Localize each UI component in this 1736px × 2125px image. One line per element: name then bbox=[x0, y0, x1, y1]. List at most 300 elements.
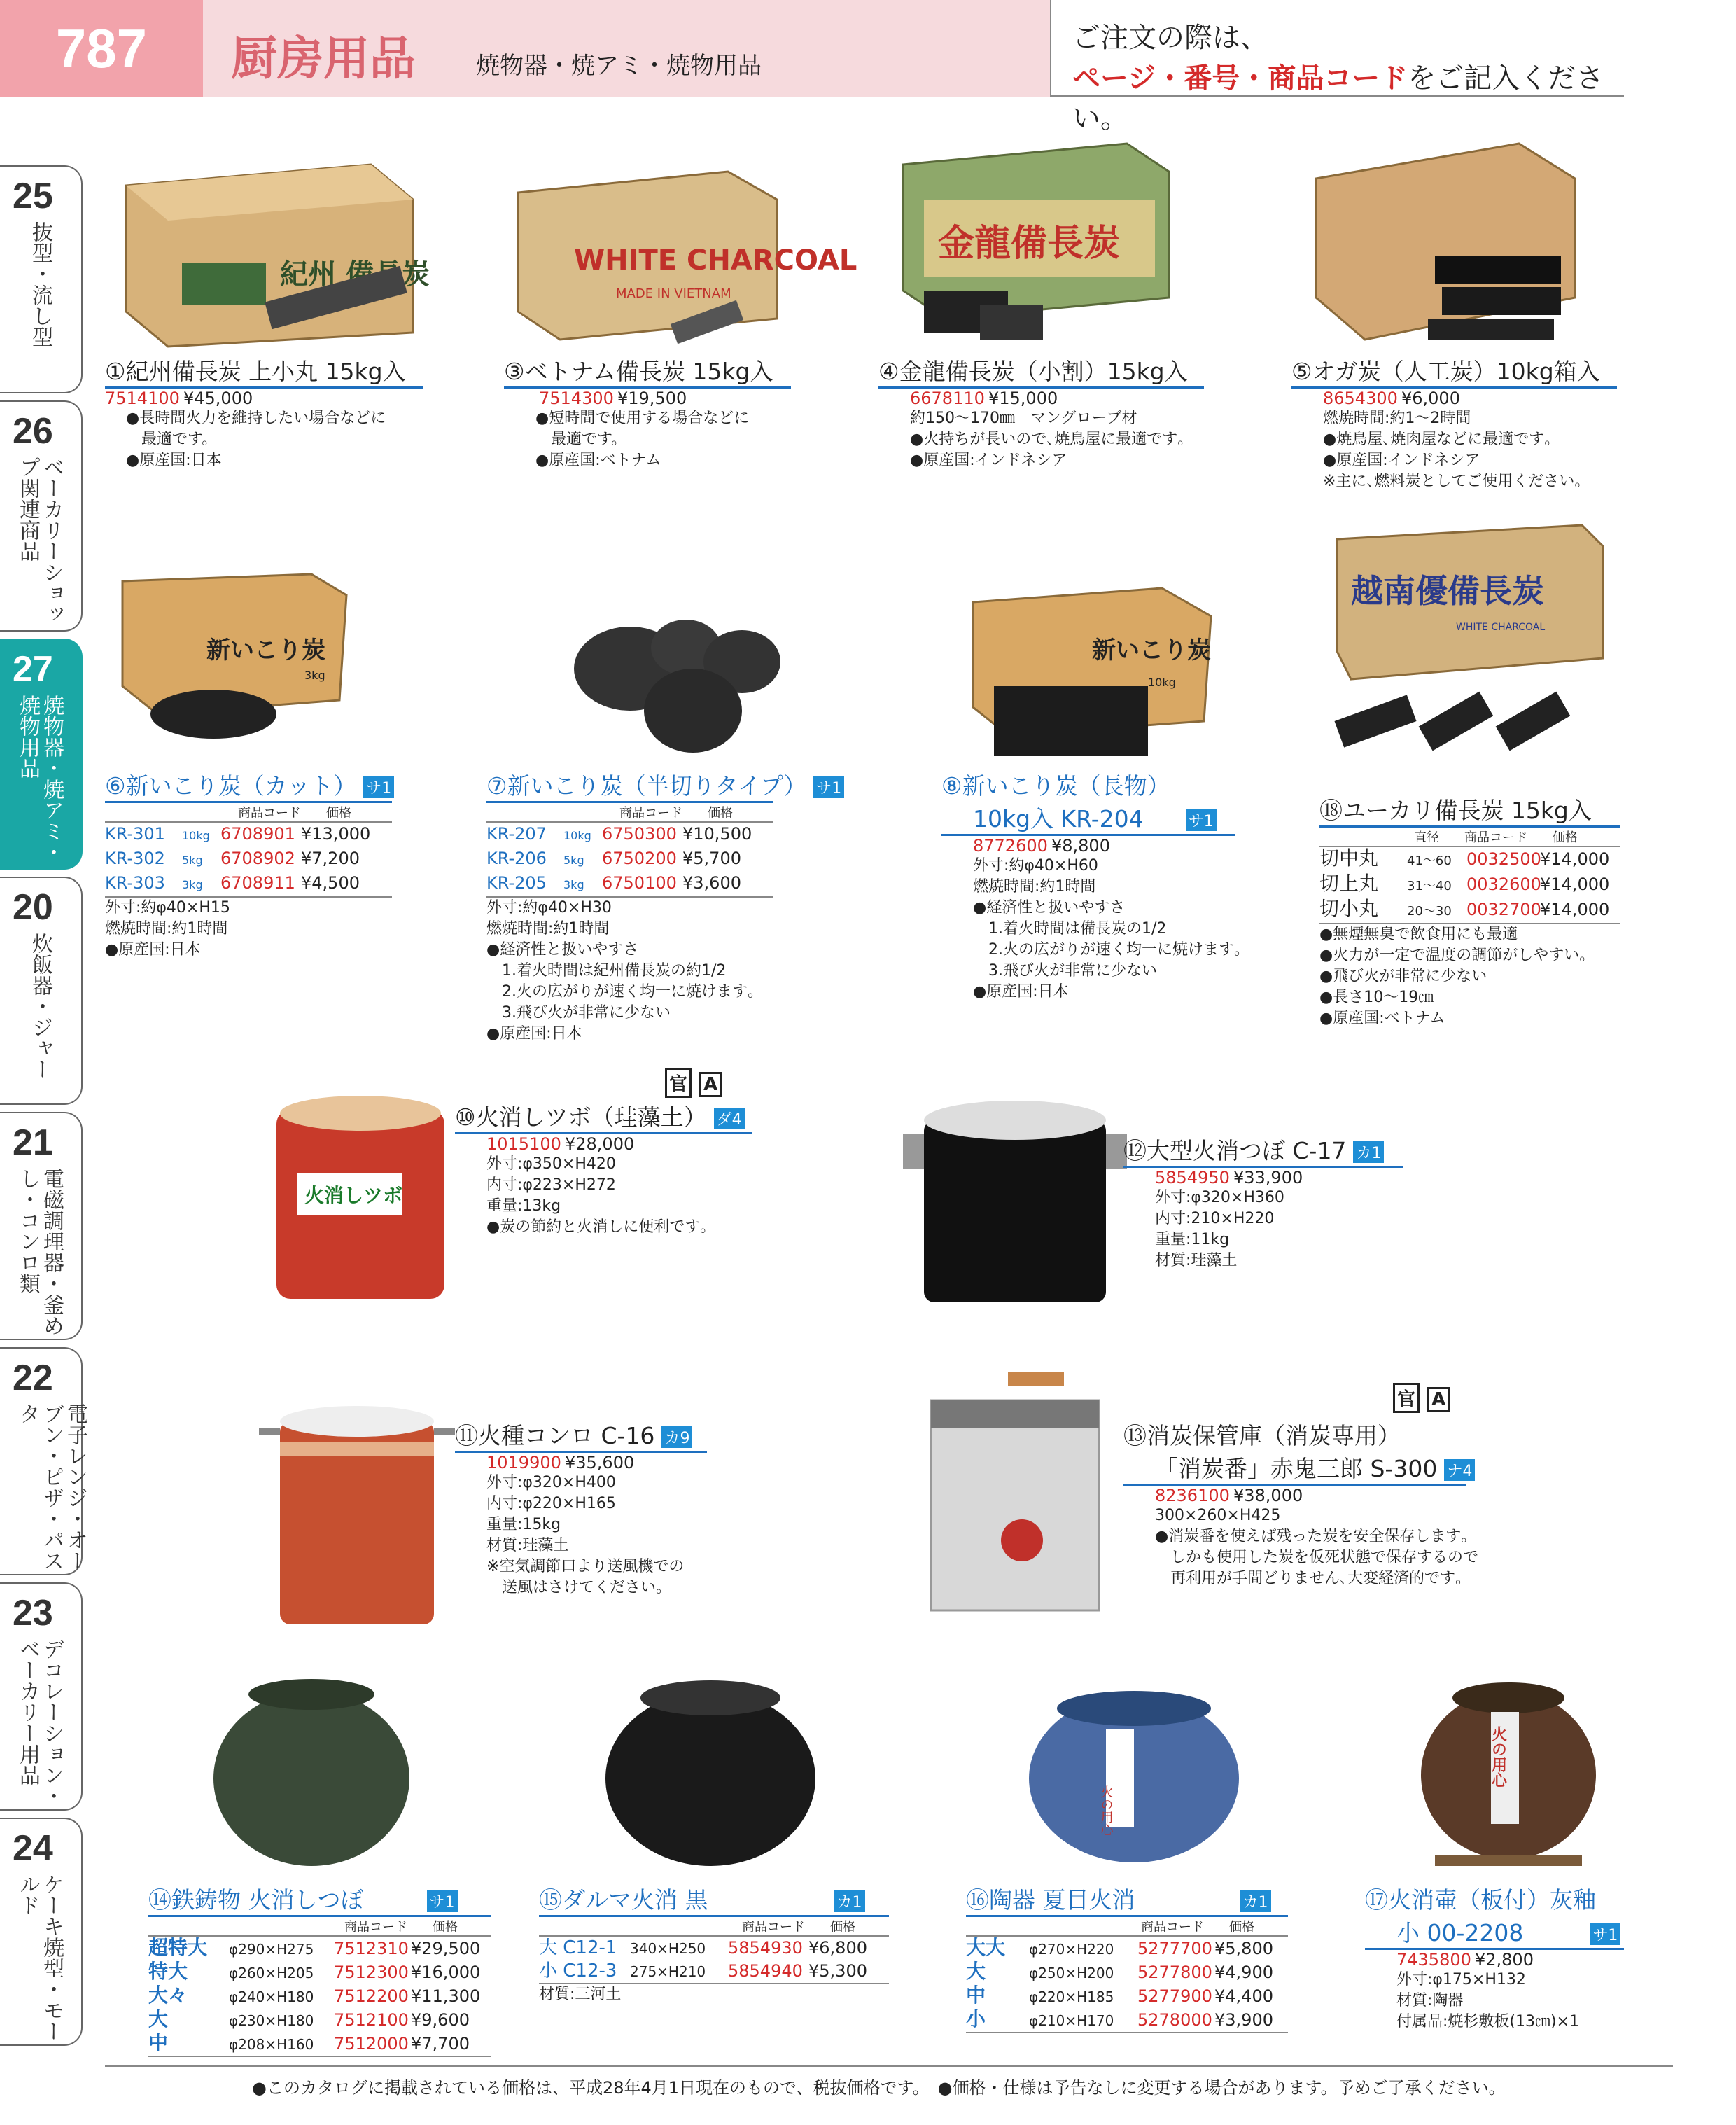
tab-label: 抜型・流し型 bbox=[28, 221, 52, 347]
row-size: φ240×H180 bbox=[229, 1988, 314, 2005]
spec-icons bbox=[665, 1068, 722, 1098]
desc-line: 燃焼時間:約1～2時間 bbox=[1323, 410, 1471, 427]
tab-22[interactable] bbox=[0, 1347, 88, 1575]
tab-number: 21 bbox=[13, 1122, 53, 1163]
table-row bbox=[486, 847, 774, 872]
row-size: 5kg bbox=[564, 854, 584, 867]
table-row bbox=[148, 2032, 491, 2056]
box-sublabel: MADE IN VIETNAM bbox=[616, 286, 732, 301]
tab-27[interactable] bbox=[0, 639, 83, 870]
desc-line: ●経済性と扱いやすさ bbox=[973, 899, 1126, 917]
row-size: φ210×H170 bbox=[1029, 2012, 1114, 2029]
row-size: 5kg bbox=[182, 854, 203, 867]
table-row bbox=[105, 823, 392, 847]
row-size: φ260×H205 bbox=[229, 1965, 314, 1981]
box-label: 新いこり炭 bbox=[1092, 636, 1211, 664]
vendor-badge: カ1 bbox=[1240, 1890, 1271, 1912]
box-label: 新いこり炭 bbox=[206, 636, 326, 664]
box-label: 越南優備長炭 bbox=[1351, 572, 1544, 610]
row-size: 3kg bbox=[564, 878, 584, 891]
desc-line: ●原産国:日本 bbox=[973, 983, 1069, 1001]
title-text: ⑫大型火消つぼ C-17 bbox=[1124, 1137, 1347, 1164]
desc-line: 内寸:φ223×H272 bbox=[486, 1176, 616, 1194]
row-code: 7512200 bbox=[334, 1986, 409, 2006]
title-text: 小 00-2208 bbox=[1396, 1919, 1524, 1946]
row-price: ¥11,300 bbox=[411, 1986, 481, 2006]
ceramic-pot-image bbox=[1022, 1680, 1246, 1869]
table-row bbox=[148, 2008, 491, 2032]
desc-line: 1.着火時間は紀州備長炭の約1/2 bbox=[486, 962, 727, 980]
row-size: 275×H210 bbox=[630, 1963, 706, 1980]
row-price: ¥16,000 bbox=[411, 1963, 481, 1982]
product-title bbox=[455, 1099, 752, 1132]
product-title: ⑱ユーカリ備長炭 15kg入 bbox=[1320, 797, 1592, 824]
pot-label: 火の用心 bbox=[1489, 1726, 1507, 1788]
vendor-badge: ダ4 bbox=[714, 1108, 745, 1129]
desc-line: 重量:13kg bbox=[486, 1197, 561, 1215]
table-row bbox=[966, 1984, 1288, 2008]
ash-glaze-pot-image bbox=[1414, 1670, 1603, 1873]
row-code: 6708902 bbox=[220, 849, 295, 868]
charcoal-stove-image bbox=[259, 1400, 455, 1638]
row-model: KR-206 bbox=[486, 849, 547, 868]
fire-extinguisher-pot-image bbox=[270, 1082, 451, 1313]
vendor-badge: サ1 bbox=[1186, 809, 1217, 831]
row-size: φ270×H220 bbox=[1029, 1941, 1114, 1958]
product-title: ⑧新いこり炭（長物） bbox=[941, 772, 1170, 800]
order-note-emphasis: ページ・番号・商品コード bbox=[1072, 62, 1408, 95]
box-label: 紀州 備長炭 bbox=[280, 258, 430, 291]
vendor-badge: サ1 bbox=[1590, 1923, 1620, 1945]
col-price: 価格 bbox=[433, 1920, 458, 1935]
col-price: 価格 bbox=[1229, 1920, 1254, 1935]
desc-line: 再利用が手間どりません､大変経済的です｡ bbox=[1155, 1570, 1464, 1587]
col-code: 商品コード bbox=[620, 806, 682, 821]
page-subtitle: 焼物器・焼アミ・焼物用品 bbox=[476, 52, 762, 80]
row-name: 大大 bbox=[966, 1936, 1006, 1959]
product-price: ¥2,800 bbox=[1474, 1950, 1534, 1970]
page-number: 787 bbox=[0, 0, 203, 97]
tab-26[interactable] bbox=[0, 400, 83, 632]
product-price: ¥28,000 bbox=[564, 1134, 635, 1154]
row-price: ¥7,200 bbox=[301, 849, 360, 868]
charcoal-briquette-image bbox=[553, 613, 791, 760]
row-code: 5277900 bbox=[1138, 1986, 1212, 2006]
product-title bbox=[539, 1882, 889, 1915]
government-icon: 官 bbox=[1393, 1383, 1420, 1413]
row-size: φ220×H185 bbox=[1029, 1988, 1114, 2005]
vendor-badge: サ1 bbox=[427, 1890, 458, 1912]
row-price: ¥5,700 bbox=[682, 849, 741, 868]
desc-line: 重量:15kg bbox=[486, 1516, 561, 1533]
product-code: 5854950 bbox=[1155, 1168, 1230, 1187]
desc-line: ●原産国:日本 bbox=[126, 452, 222, 469]
title-text: 「消炭番」赤鬼三郎 S-300 bbox=[1155, 1455, 1438, 1482]
table-row bbox=[148, 1960, 491, 1984]
table-row bbox=[1320, 847, 1620, 872]
product-price: ¥45,000 bbox=[183, 389, 253, 408]
tab-21[interactable] bbox=[0, 1112, 83, 1340]
table-row bbox=[148, 1984, 491, 2008]
tab-20[interactable] bbox=[0, 877, 83, 1105]
table-row bbox=[1320, 872, 1620, 898]
charcoal-box-image bbox=[896, 137, 1176, 354]
product-title bbox=[105, 768, 392, 801]
product-code: 7514100 bbox=[105, 389, 180, 408]
desc-line: ●長さ10～19㎝ bbox=[1320, 989, 1434, 1006]
table-row bbox=[966, 1960, 1288, 1984]
product-title bbox=[455, 1418, 707, 1451]
desc-line: 約150～170㎜ マングローブ材 bbox=[910, 410, 1138, 427]
table-row bbox=[539, 1937, 889, 1960]
row-price: ¥4,500 bbox=[301, 873, 360, 893]
desc-line: ●焼鳥屋､焼肉屋などに最適です｡ bbox=[1323, 431, 1553, 448]
spec-table bbox=[966, 1935, 1288, 2032]
desc-line: 燃焼時間:約1時間 bbox=[105, 920, 228, 938]
desc-line: ●経済性と扱いやすさ bbox=[486, 941, 639, 959]
desc-line: ●原産国:日本 bbox=[486, 1025, 582, 1043]
vendor-badge: サ1 bbox=[813, 776, 844, 798]
product-16 bbox=[966, 1882, 1288, 2033]
row-name: 中 bbox=[148, 2031, 169, 2054]
product-code: 8236100 bbox=[1155, 1486, 1230, 1505]
product-code: 7435800 bbox=[1396, 1950, 1471, 1970]
table-row bbox=[539, 1960, 889, 1983]
row-code: 5854930 bbox=[728, 1938, 803, 1958]
table-row bbox=[486, 823, 774, 847]
product-10 bbox=[455, 1074, 752, 1238]
row-price: ¥4,900 bbox=[1214, 1963, 1273, 1982]
row-code: 6708901 bbox=[220, 824, 295, 844]
spec-table bbox=[539, 1935, 889, 1983]
row-model: KR-301 bbox=[105, 824, 165, 844]
desc-line: ●火力が一定で温度の調節がしやすい｡ bbox=[1320, 947, 1588, 964]
desc-line: ●原産国:ベトナム bbox=[1320, 1010, 1446, 1027]
pot-label: 火の用心 bbox=[1098, 1785, 1114, 1836]
desc-line: ●原産国:インドネシア bbox=[1323, 452, 1480, 469]
vendor-badge: カ9 bbox=[662, 1426, 692, 1448]
desc-line: ※主に､燃料炭としてご使用ください｡ bbox=[1323, 473, 1583, 490]
title-text: ⑭鉄鋳物 火消しつぼ bbox=[148, 1886, 364, 1914]
product-3 bbox=[504, 354, 791, 471]
government-icon: 官 bbox=[665, 1068, 692, 1098]
product-title-2 bbox=[1365, 1915, 1624, 1948]
desc-line: しかも使用した炭を仮死状態で保存するので bbox=[1155, 1549, 1479, 1566]
row-size: φ208×H160 bbox=[229, 2036, 314, 2053]
desc-line: 外寸:φ320×H400 bbox=[486, 1474, 616, 1491]
col-diameter: 直径 bbox=[1414, 830, 1439, 845]
row-name: 中 bbox=[966, 1984, 986, 2007]
spec-table bbox=[148, 1935, 491, 2056]
row-code: 6750200 bbox=[602, 849, 677, 868]
vendor-badge: カ1 bbox=[1353, 1141, 1384, 1163]
product-price: ¥19,500 bbox=[617, 389, 687, 408]
product-17 bbox=[1365, 1882, 1624, 2033]
footer-note: ●このカタログに掲載されている価格は、平成28年4月1日現在のもので、税抜価格です。 ●価格・仕様は予告なしに変更する場合があります。予めご了承ください。 bbox=[252, 2078, 1506, 2098]
product-13 bbox=[1124, 1389, 1479, 1589]
table-row bbox=[105, 872, 392, 896]
product-1 bbox=[105, 354, 424, 471]
tab-label: 焼物器・焼アミ・焼物用品 bbox=[15, 695, 64, 863]
product-title: ③ベトナム備長炭 15kg入 bbox=[504, 358, 774, 385]
table-row bbox=[966, 2008, 1288, 2032]
box-sublabel: WHITE CHARCOAL bbox=[1456, 622, 1546, 633]
box-sublabel: 10kg bbox=[1148, 676, 1176, 689]
product-code: 8772600 bbox=[973, 836, 1048, 856]
row-code: 5277800 bbox=[1138, 1963, 1212, 1982]
row-model: KR-303 bbox=[105, 873, 165, 893]
vendor-badge: カ1 bbox=[834, 1890, 865, 1912]
product-8 bbox=[941, 768, 1242, 1003]
product-title bbox=[1124, 1133, 1404, 1166]
tab-24[interactable] bbox=[0, 1818, 83, 2046]
product-title bbox=[148, 1882, 491, 1915]
product-title bbox=[486, 768, 842, 801]
product-title: ①紀州備長炭 上小丸 15kg入 bbox=[105, 358, 406, 385]
row-code: 0032700 bbox=[1466, 900, 1541, 919]
row-size: 10kg bbox=[182, 829, 210, 842]
charcoal-box-image bbox=[1330, 518, 1610, 756]
product-6 bbox=[105, 768, 392, 961]
col-price: 価格 bbox=[708, 806, 733, 821]
desc-line: ●炭の節約と火消しに便利です｡ bbox=[486, 1218, 708, 1236]
pot-label: 火消しツボ bbox=[304, 1184, 403, 1207]
title-text: ⑮ダルマ火消 黒 bbox=[539, 1886, 708, 1914]
row-code: 5278000 bbox=[1138, 2010, 1212, 2030]
row-code: 5854940 bbox=[728, 1961, 803, 1981]
spec-table bbox=[105, 821, 392, 896]
title-text: ⑦新いこり炭（半切りタイプ） bbox=[486, 772, 807, 800]
desc-line: 300×260×H425 bbox=[1155, 1507, 1281, 1524]
product-12 bbox=[1124, 1133, 1404, 1271]
product-price: ¥33,900 bbox=[1233, 1168, 1303, 1187]
desc-line: 外寸:φ175×H132 bbox=[1396, 1971, 1526, 1988]
product-15 bbox=[539, 1882, 889, 2005]
row-name: 超特大 bbox=[148, 1936, 208, 1959]
row-code: 7512300 bbox=[334, 1963, 409, 1982]
desc-line: ●短時間で使用する場合などに bbox=[536, 410, 750, 427]
tab-number: 24 bbox=[13, 1828, 53, 1869]
box-label: 金龍備長炭 bbox=[938, 223, 1121, 265]
tab-label: 炊飯器・ジャー bbox=[28, 933, 52, 1080]
desc-line: 内寸:φ220×H165 bbox=[486, 1495, 616, 1512]
table-row bbox=[1320, 898, 1620, 923]
desc-line: 2.火の広がりが速く均一に焼けます｡ bbox=[486, 983, 755, 1001]
row-code: 7512000 bbox=[334, 2034, 409, 2054]
tab-label: ベーカリーショップ関連商品 bbox=[15, 457, 64, 625]
row-price: ¥5,800 bbox=[1214, 1939, 1273, 1958]
order-note-line2 bbox=[1072, 56, 1624, 136]
desc-line: 最適です。 bbox=[126, 431, 218, 448]
title-text: ⑪火種コンロ C-16 bbox=[455, 1422, 655, 1449]
col-price: 価格 bbox=[830, 1920, 855, 1935]
row-price: ¥9,600 bbox=[411, 2010, 470, 2030]
product-title bbox=[966, 1882, 1288, 1915]
cast-iron-pot-image bbox=[203, 1666, 420, 1869]
row-name: 小 bbox=[966, 2007, 986, 2030]
table-header bbox=[1320, 828, 1620, 846]
row-name: 切中丸 bbox=[1320, 846, 1379, 870]
row-name: 切小丸 bbox=[1320, 897, 1379, 920]
col-code: 商品コード bbox=[238, 806, 301, 821]
order-note-line1: ご注文の際は、 bbox=[1072, 22, 1268, 54]
product-code: 8654300 bbox=[1323, 389, 1398, 408]
table-row bbox=[966, 1937, 1288, 1960]
footer-divider bbox=[105, 2065, 1673, 2067]
a-rank-icon: A bbox=[1427, 1387, 1450, 1412]
desc-line: 2.火の広がりが速く均一に焼けます｡ bbox=[973, 941, 1242, 959]
table-bottom-rule bbox=[148, 2056, 491, 2057]
table-header bbox=[105, 803, 392, 821]
row-size: 340×H250 bbox=[630, 1940, 706, 1957]
product-14 bbox=[148, 1882, 491, 2057]
row-diameter: 20～30 bbox=[1407, 904, 1452, 919]
charcoal-storage-box-image bbox=[924, 1372, 1106, 1631]
col-code: 商品コード bbox=[1141, 1920, 1204, 1935]
order-note bbox=[1050, 0, 1624, 134]
charcoal-box-image bbox=[1309, 137, 1589, 354]
col-price: 価格 bbox=[326, 806, 351, 821]
row-price: ¥6,800 bbox=[808, 1938, 867, 1958]
tab-number: 20 bbox=[13, 887, 53, 928]
desc-line: ※空気調節口より送風機での bbox=[486, 1558, 685, 1575]
row-price: ¥14,000 bbox=[1540, 875, 1610, 894]
row-code: 5277700 bbox=[1138, 1939, 1212, 1958]
row-name: 大 bbox=[966, 1960, 986, 1983]
row-name: 大 C12-1 bbox=[539, 1937, 617, 1958]
product-4 bbox=[878, 354, 1204, 471]
product-5 bbox=[1292, 354, 1617, 492]
desc-line: 燃焼時間:約1時間 bbox=[486, 920, 610, 938]
order-note-rest: をご記入ください。 bbox=[1072, 62, 1604, 134]
desc-line: ●飛び火が非常に少ない bbox=[1320, 968, 1488, 985]
row-model: KR-302 bbox=[105, 849, 165, 868]
row-name: 切上丸 bbox=[1320, 872, 1379, 895]
vendor-badge: ナ4 bbox=[1444, 1459, 1475, 1481]
desc-line: 付属品:焼杉敷板(13㎝)×1 bbox=[1396, 2013, 1580, 2030]
desc-line: 内寸:210×H220 bbox=[1155, 1210, 1275, 1227]
row-diameter: 31～40 bbox=[1407, 879, 1452, 893]
desc-line: ●原産国:ベトナム bbox=[536, 452, 662, 469]
desc-line: 外寸:約φ40×H60 bbox=[973, 857, 1098, 875]
desc-line: 3.飛び火が非常に少ない bbox=[486, 1004, 671, 1022]
product-title: ⑰火消壷（板付）灰釉 bbox=[1365, 1886, 1596, 1914]
desc-line: ●消炭番を使えば残った炭を安全保存します｡ bbox=[1155, 1528, 1469, 1545]
product-title-2 bbox=[1124, 1451, 1478, 1484]
title-text: ⑩火消しツボ（珪藻土） bbox=[455, 1103, 707, 1131]
product-code: 1015100 bbox=[486, 1134, 561, 1154]
row-code: 6750300 bbox=[602, 824, 677, 844]
desc-line: ●火持ちが長いので､焼鳥屋に最適です｡ bbox=[910, 431, 1186, 448]
product-code: 7514300 bbox=[539, 389, 614, 408]
row-code: 6750100 bbox=[602, 873, 677, 893]
table-row bbox=[486, 872, 774, 896]
row-size: φ230×H180 bbox=[229, 2012, 314, 2029]
row-diameter: 41～60 bbox=[1407, 854, 1452, 868]
tab-number: 22 bbox=[13, 1358, 53, 1398]
tab-25[interactable] bbox=[0, 165, 83, 393]
row-name: 大々 bbox=[148, 1984, 188, 2007]
table-header bbox=[486, 803, 774, 821]
desc-line: 燃焼時間:約1時間 bbox=[973, 878, 1096, 896]
row-price: ¥10,500 bbox=[682, 824, 752, 844]
desc-line: ●無煙無臭で飲食用にも最適 bbox=[1320, 923, 1620, 945]
tab-number: 25 bbox=[13, 176, 53, 216]
row-code: 6708911 bbox=[220, 873, 295, 893]
row-code: 7512310 bbox=[334, 1939, 409, 1958]
desc-line: 材質:陶器 bbox=[1396, 1992, 1464, 2009]
box-label: WHITE CHARCOAL bbox=[574, 244, 858, 277]
row-price: ¥14,000 bbox=[1540, 900, 1610, 919]
daruma-pot-image bbox=[595, 1666, 826, 1869]
table-bottom-rule bbox=[966, 2032, 1288, 2033]
row-code: 7512100 bbox=[334, 2010, 409, 2030]
vendor-badge: サ1 bbox=[363, 776, 394, 798]
product-18 bbox=[1320, 793, 1620, 1029]
product-11 bbox=[455, 1418, 707, 1598]
row-price: ¥3,900 bbox=[1214, 2010, 1273, 2030]
title-text: ⑯陶器 夏目火消 bbox=[966, 1886, 1135, 1914]
tab-label: デコレーション・ベーカリー用品 bbox=[15, 1638, 64, 1806]
row-code: 0032600 bbox=[1466, 875, 1541, 894]
desc-line: 外寸:約φ40×H30 bbox=[486, 896, 774, 919]
row-size: 10kg bbox=[564, 829, 592, 842]
tab-number: 26 bbox=[13, 411, 53, 452]
product-price: ¥6,000 bbox=[1401, 389, 1460, 408]
table-row bbox=[148, 1937, 491, 1960]
a-rank-icon: A bbox=[699, 1072, 722, 1097]
spec-icons bbox=[1393, 1383, 1450, 1413]
desc-line: ●原産国:日本 bbox=[105, 941, 201, 959]
desc-line: 最適です。 bbox=[536, 431, 627, 448]
desc-line: 外寸:約φ40×H15 bbox=[105, 896, 392, 919]
title-text: ⑥新いこり炭（カット） bbox=[105, 772, 357, 800]
desc-line: ●原産国:インドネシア bbox=[910, 452, 1068, 469]
desc-line: 重量:11kg bbox=[1155, 1231, 1230, 1248]
desc-line: 外寸:φ350×H420 bbox=[486, 1155, 616, 1173]
product-code: 6678110 bbox=[910, 389, 985, 408]
col-code: 商品コード bbox=[742, 1920, 805, 1935]
desc-line: 3.飛び火が非常に少ない bbox=[973, 962, 1157, 980]
row-price: ¥29,500 bbox=[411, 1939, 481, 1958]
page-header bbox=[203, 0, 1050, 97]
table-header bbox=[966, 1917, 1288, 1935]
product-price: ¥8,800 bbox=[1051, 836, 1110, 856]
row-size: 3kg bbox=[182, 878, 203, 891]
spec-table bbox=[1320, 846, 1620, 923]
row-size: φ250×H200 bbox=[1029, 1965, 1114, 1981]
product-price: ¥38,000 bbox=[1233, 1486, 1303, 1505]
row-name: 小 C12-3 bbox=[539, 1960, 617, 1981]
row-model: KR-205 bbox=[486, 873, 547, 893]
tab-label: 電子レンジ・オーブン・ピザ・パスタ bbox=[15, 1403, 88, 1571]
product-title: ④金龍備長炭（小割）15kg入 bbox=[878, 358, 1188, 385]
desc-line: 送風はさけてください｡ bbox=[486, 1579, 664, 1596]
row-price: ¥13,000 bbox=[301, 824, 371, 844]
table-header bbox=[539, 1917, 889, 1935]
desc-line: 1.着火時間は備長炭の1/2 bbox=[973, 920, 1167, 938]
page-title: 厨房用品 bbox=[231, 32, 416, 85]
table-row bbox=[105, 847, 392, 872]
desc-line: 材質:珪藻土 bbox=[1155, 1252, 1238, 1269]
product-title: ⑤オガ炭（人工炭）10kg箱入 bbox=[1292, 358, 1600, 385]
tab-23[interactable] bbox=[0, 1582, 83, 1811]
spec-table bbox=[486, 821, 774, 896]
charcoal-box-image bbox=[105, 144, 441, 347]
table-header bbox=[148, 1917, 491, 1935]
box-sublabel: 3kg bbox=[304, 669, 326, 682]
row-model: KR-207 bbox=[486, 824, 547, 844]
